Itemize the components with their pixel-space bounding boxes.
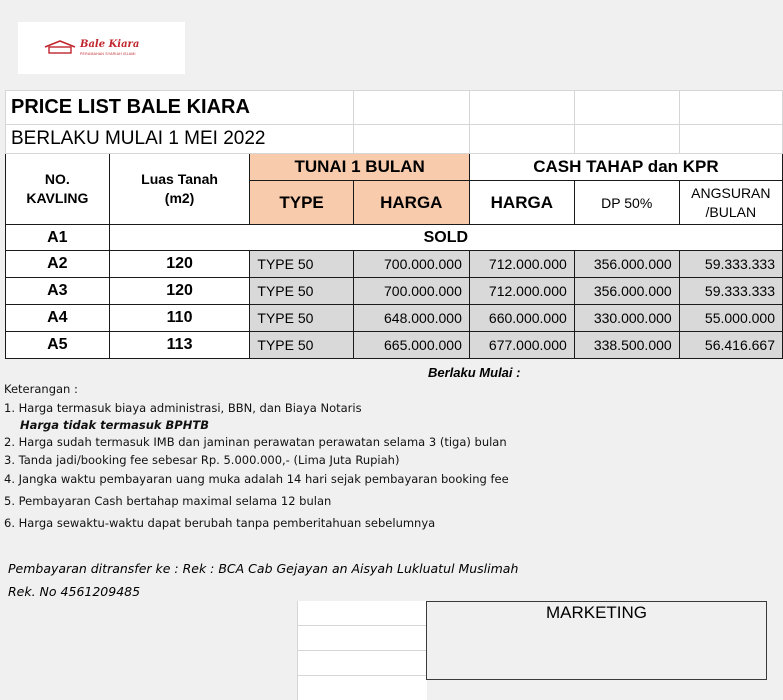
harga-tunai-cell: 665.000.000 (353, 332, 469, 359)
note-item: 4. Jangka waktu pembayaran uang muka adalah 14 hari sejak pembayaran booking fee (4, 472, 509, 486)
table-row (6, 278, 783, 305)
note-item: 1. Harga termasuk biaya administrasi, BBN, dan Biaya Notaris (4, 401, 362, 415)
type-cell: TYPE 50 (250, 251, 353, 278)
angsuran-cell: 59.333.333 (679, 278, 782, 305)
angsuran-cell: 59.333.333 (679, 251, 782, 278)
header-dp: DP 50% (574, 181, 679, 225)
note-item: Harga tidak termasuk BPHTB (20, 418, 209, 432)
page-title: PRICE LIST BALE KIARA (6, 91, 250, 125)
logo (18, 22, 185, 74)
dp-cell: 338.500.000 (574, 332, 679, 359)
table-row (6, 251, 783, 278)
header-no-kavling: NO. KAVLING (6, 154, 110, 225)
logo-tagline: PERUMAHAN SYARIAH ISLAMI (80, 52, 136, 56)
luas-cell: 113 (109, 332, 250, 359)
header-tunai: TUNAI 1 BULAN (250, 154, 469, 181)
berlaku-label: Berlaku Mulai : (428, 365, 521, 380)
note-item: 2. Harga sudah termasuk IMB dan jaminan perawatan perawatan selama 3 (tiga) bulan (4, 435, 507, 449)
angsuran-cell: 55.000.000 (679, 305, 782, 332)
page-subtitle: BERLAKU MULAI 1 MEI 2022 (6, 125, 354, 154)
marketing-label: MARKETING (545, 603, 648, 622)
harga-cash-cell: 712.000.000 (469, 278, 574, 305)
table-row (6, 305, 783, 332)
header-luas-tanah: Luas Tanah (m2) (109, 154, 250, 225)
marketing-box (426, 601, 767, 680)
header-angsuran: ANGSURAN /BULAN (679, 181, 782, 225)
kavling-cell: A5 (6, 332, 110, 359)
kavling-a1: A1 (6, 225, 110, 251)
logo-brand: Bale Kiara (80, 39, 140, 50)
dp-cell: 330.000.000 (574, 305, 679, 332)
harga-cash-cell: 660.000.000 (469, 305, 574, 332)
harga-tunai-cell: 700.000.000 (353, 278, 469, 305)
harga-cash-cell: 712.000.000 (469, 251, 574, 278)
keterangan-heading: Keterangan : (4, 382, 78, 396)
type-cell: TYPE 50 (250, 305, 353, 332)
house-logo-icon (44, 40, 76, 54)
luas-cell: 120 (109, 278, 250, 305)
note-item: 6. Harga sewaktu-waktu dapat berubah tanpa pemberitahuan sebelumnya (4, 516, 436, 530)
dp-cell: 356.000.000 (574, 251, 679, 278)
note-item: 5. Pembayaran Cash bertahap maximal selama 12 bulan (4, 494, 332, 508)
header-type: TYPE (250, 181, 353, 225)
header-cash-tahap: CASH TAHAP dan KPR (469, 154, 782, 181)
type-cell: TYPE 50 (250, 332, 353, 359)
harga-cash-cell: 677.000.000 (469, 332, 574, 359)
sold-label: SOLD (109, 225, 782, 251)
angsuran-cell: 56.416.667 (679, 332, 782, 359)
dp-cell: 356.000.000 (574, 278, 679, 305)
kavling-cell: A3 (6, 278, 110, 305)
luas-cell: 110 (109, 305, 250, 332)
header-harga-cash: HARGA (469, 181, 574, 225)
signature-cells (297, 601, 427, 700)
kavling-cell: A2 (6, 251, 110, 278)
account-number: Rek. No 4561209485 (8, 584, 141, 599)
harga-tunai-cell: 648.000.000 (353, 305, 469, 332)
price-table (5, 90, 783, 359)
harga-tunai-cell: 700.000.000 (353, 251, 469, 278)
type-cell: TYPE 50 (250, 278, 353, 305)
header-harga-tunai: HARGA (353, 181, 469, 225)
table-row (6, 332, 783, 359)
kavling-cell: A4 (6, 305, 110, 332)
luas-cell: 120 (109, 251, 250, 278)
note-item: 3. Tanda jadi/booking fee sebesar Rp. 5.000.000,- (Lima Juta Rupiah) (4, 453, 400, 467)
payment-info: Pembayaran ditransfer ke : Rek : BCA Cab Gejayan an Aisyah Lukluatul Muslimah (8, 561, 519, 576)
